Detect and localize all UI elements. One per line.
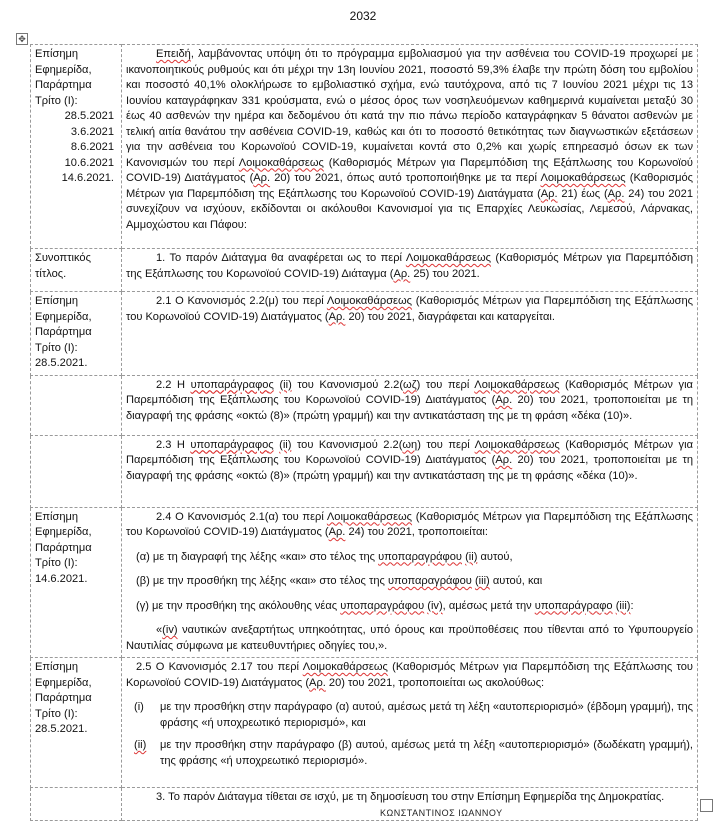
margin-note-line: Εφημερίδα, <box>35 526 92 538</box>
margin-date: 28.5.2021 <box>64 110 114 122</box>
margin-note-line: 14.6.2021. <box>35 572 88 585</box>
commencement-text: 3. Το παρόν Διάταγμα τίθεται σε ισχύ, με τη δημοσίευση του στην Επίσημη Εφημερίδα της Δημοκρατίας. <box>156 791 665 803</box>
table-row <box>31 45 698 249</box>
short-title-text: 1. Το παρόν Διάταγμα θα αναφέρεται ως το περί Λοιμοκαθάρσεως (Καθορισμός Μέτρων για Παρεμπόδιση της Εξάπλωσης του Κορωνοϊού COVID-19) Διάταγμα (Αρ. 25) του 2021. <box>126 252 693 280</box>
margin-date: 14.6.2021. <box>61 172 114 184</box>
margin-note <box>31 788 122 821</box>
margin-note-line: Τρίτο (Ι): <box>35 341 78 354</box>
margin-note-line: Εφημερίδα, <box>35 676 92 689</box>
amendment-2-4-item-c: (γ) με την προσθήκη της ακόλουθης νέας υποπαραγράφου (iv), αμέσως μετά την υποπαράγραφο (iii): <box>136 599 634 612</box>
margin-date: 8.6.2021 <box>70 141 114 153</box>
amendment-2-2-text: 2.2 Η υποπαράγραφος (ii) του Κανονισμού 2.2(ωζ) του περί Λοιμοκαθάρσεως (Καθορισμός Μέτρων για Παρεμπόδιση της Εξάπλωσης του Κορωνοϊού COVID-19) Διατάγματος (Αρ. 20) του 2021, τροποποιείται με τη διαγραφή της φράσης «οκτώ (8)» (πρώτη γραμμή) και την αντικατάσταση της με τη φράση «δέκα (10)». <box>126 378 693 422</box>
amendment-2-3-text: 2.3 Η υποπαράγραφος (ii) του Κανονισμού 2.2(ωη) του περί Λοιμοκαθάρσεως (Καθορισμός Μέτρων για Παρεμπόδιση της Εξάπλωσης του Κορωνοϊού COVID-19) Διατάγματος (Αρ. 20) του 2021, τροποποιείται με τη διαγραφή της φράσης «οκτώ (8)» (πρώτη γραμμή) και την αντικατάσταση της με τη φράσης «δέκα (10)». <box>126 438 693 482</box>
margin-note-line: Τρίτο (Ι): <box>35 707 78 720</box>
margin-note-line: Επίσημη <box>35 295 79 307</box>
list-item-label: (ii) <box>134 739 147 751</box>
amendment-cell <box>122 375 698 435</box>
table-row <box>31 292 698 376</box>
margin-note-line: Συνοπτικός <box>35 252 91 264</box>
list-item-label: (i) <box>134 701 144 713</box>
margin-note <box>31 375 122 435</box>
signature-name-cut: ΚΩΝΣΤΑΝΤΙΝΟΣ ΙΩΑΝΝΟΥ <box>380 808 503 818</box>
list-item-text: με την προσθήκη στην παράγραφο (α) αυτού, αμέσως μετά τη λέξη «αυτοπεριορισμό» (έβδομη γραμμή), της φράσης «ή υποχρεωτικό περιορισμό», και <box>160 701 693 729</box>
preamble-cell <box>122 45 698 249</box>
preamble-text: Επειδή, λαμβάνοντας υπόψη ότι το πρόγραμμα εμβολιασμού για την ασθένεια του COVID-19 προχωρεί με ικανοποιητικούς ρυθμούς και ότι μέχρι την 13η Ιουνίου 2021, ποσοστό 59,3% έλαβε την πρώτη δόση του εμβολίου και ποσοστό 40,1% ολοκλήρωσε το εμβολιαστικό σχήμα, ενώ ταυτόχρονα, από τις 7 Ιουνίου 2021 μέχρι τις 13 Ιουνίου καταγράφηκαν 331 κρούσματα, ενώ ο μέσος όρος των νοσηλευόμενων καθημερινά κυμαίνεται μεταξύ 30 έως 40 ασθενών την ημέρα και δεδομένου ότι κατά την πιο πάνω περίοδο καταγράφηκαν 5 θάνατοι ασθενών με τελική αιτία θανάτου την ασθένεια COVID-19, καθώς και ότι το ποσοστό θετικότητας των διαγνωστικών εξετάσεων για την ασθένεια του Κορωνοϊού COVID-19, κυμαίνεται κοντά στο 0,2% και χωρίς επηρεασμό όσων εκ των Κανονισμών του περί Λοιμοκαθάρσεως (Καθορισμός Μέτρων για Παρεμπόδιση της Εξάπλωσης του Κορωνοϊού COVID-19) Διατάγματος (Αρ. 20) του 2021, όπως αυτό τροποποιήθηκε με τα περί Λοιμοκαθάρσεως (Καθορισμός Μέτρων για Παρεμπόδιση της Εξάπλωσης του Κορωνοϊού COVID-19) Διατάγματα (Αρ. 21) έως (Αρ. 24) του 2021 συνεχίζουν να ισχύουν, εκδίδονται οι ακόλουθοι Κανονισμοί για τις Επαρχίες Λευκωσίας, Λεμεσού, Λάρνακας, Αμμοχώστου και Πάφου: <box>126 48 693 231</box>
list-item <box>126 738 693 769</box>
margin-note-line: Εφημερίδα, <box>35 310 92 323</box>
margin-note <box>31 435 122 507</box>
margin-date: 10.6.2021 <box>64 156 114 169</box>
list-item <box>126 700 693 731</box>
margin-note <box>31 249 122 292</box>
amendment-cell <box>122 292 698 376</box>
table-row <box>31 788 698 821</box>
margin-note-line: 28.5.2021. <box>35 357 88 369</box>
short-title-cell <box>122 249 698 292</box>
margin-note-line: τίτλος. <box>35 267 67 280</box>
margin-note <box>31 45 122 249</box>
amendment-2-4-item-b: (β) με την προσθήκη της λέξης «και» στο τέλος της υποπαραγράφου (iii) αυτού, και <box>136 575 543 587</box>
margin-note-line: Εφημερίδα, <box>35 63 92 76</box>
list-item-text: με την προσθήκη στην παράγραφο (β) αυτού, αμέσως μετά τη λέξη «αυτοπεριορισμό» (δωδέκατη γραμμή), της φράσης «ή υποχρεωτικό περιορισμό». <box>160 739 693 767</box>
margin-note-line: Επίσημη <box>35 510 79 523</box>
margin-date: 3.6.2021 <box>70 125 114 138</box>
margin-note-line: Επίσημη <box>35 48 79 60</box>
regulation-table <box>30 44 698 821</box>
table-row <box>31 375 698 435</box>
margin-note-line: Τρίτο (Ι): <box>35 94 78 107</box>
margin-note-line: 28.5.2021. <box>35 723 88 735</box>
margin-note <box>31 292 122 376</box>
margin-note <box>31 507 122 658</box>
margin-note <box>31 658 122 788</box>
amendment-2-4-quote: «(iv) ναυτικών ανεξαρτήτως υπηκοότητας, υπό όρους και προϋποθέσεις που τίθενται από το Υφυπουργείο Ναυτιλίας σύμφωνα με κατευθυντήριες οδηγίες του,». <box>126 624 693 652</box>
margin-note-line: Παράρτημα <box>35 79 92 91</box>
amendment-2-1-text: 2.1 Ο Κανονισμός 2.2(μ) του περί Λοιμοκαθάρσεως (Καθορισμός Μέτρων για Παρεμπόδιση της Εξάπλωσης του Κορωνοϊού COVID-19) Διατάγματος (Αρ. 20) του 2021, διαγράφεται και καταργείται. <box>126 295 693 323</box>
amendment-cell <box>122 507 698 658</box>
margin-note-line: Παράρτημα <box>35 326 92 338</box>
amendment-2-5-intro: 2.5 Ο Κανονισμός 2.17 του περί Λοιμοκαθάρσεως (Καθορισμός Μέτρων για Παρεμπόδιση της Εξάπλωσης του Κορωνοϊού COVID-19) Διατάγματος (Αρ. 20) του 2021, τροποποιείται ως ακολούθως: <box>126 661 693 689</box>
margin-note-line: Τρίτο (Ι): <box>35 557 78 569</box>
page-number: 2032 <box>349 9 377 23</box>
amendment-2-4-item-a: (α) με τη διαγραφή της λέξης «και» στο τέλος της υποπαραγράφου (ii) αυτού, <box>136 550 513 563</box>
table-row <box>31 249 698 292</box>
table-resize-handle[interactable] <box>700 799 713 812</box>
table-move-handle-icon[interactable]: ✥ <box>16 33 28 45</box>
table-row <box>31 507 698 658</box>
amendment-cell <box>122 435 698 507</box>
margin-note-line: Παράρτημα <box>35 692 92 704</box>
amendment-2-4-intro: 2.4 Ο Κανονισμός 2.1(α) του περί Λοιμοκαθάρσεως (Καθορισμός Μέτρων για Παρεμπόδιση της Εξάπλωσης του Κορωνοϊού COVID-19) Διατάγματος (Αρ. 24) του 2021, τροποποιείται: <box>126 510 693 538</box>
margin-note-line: Παράρτημα <box>35 541 92 554</box>
table-row <box>31 435 698 507</box>
margin-note-line: Επίσημη <box>35 661 79 673</box>
table-row <box>31 658 698 788</box>
amendment-cell <box>122 658 698 788</box>
